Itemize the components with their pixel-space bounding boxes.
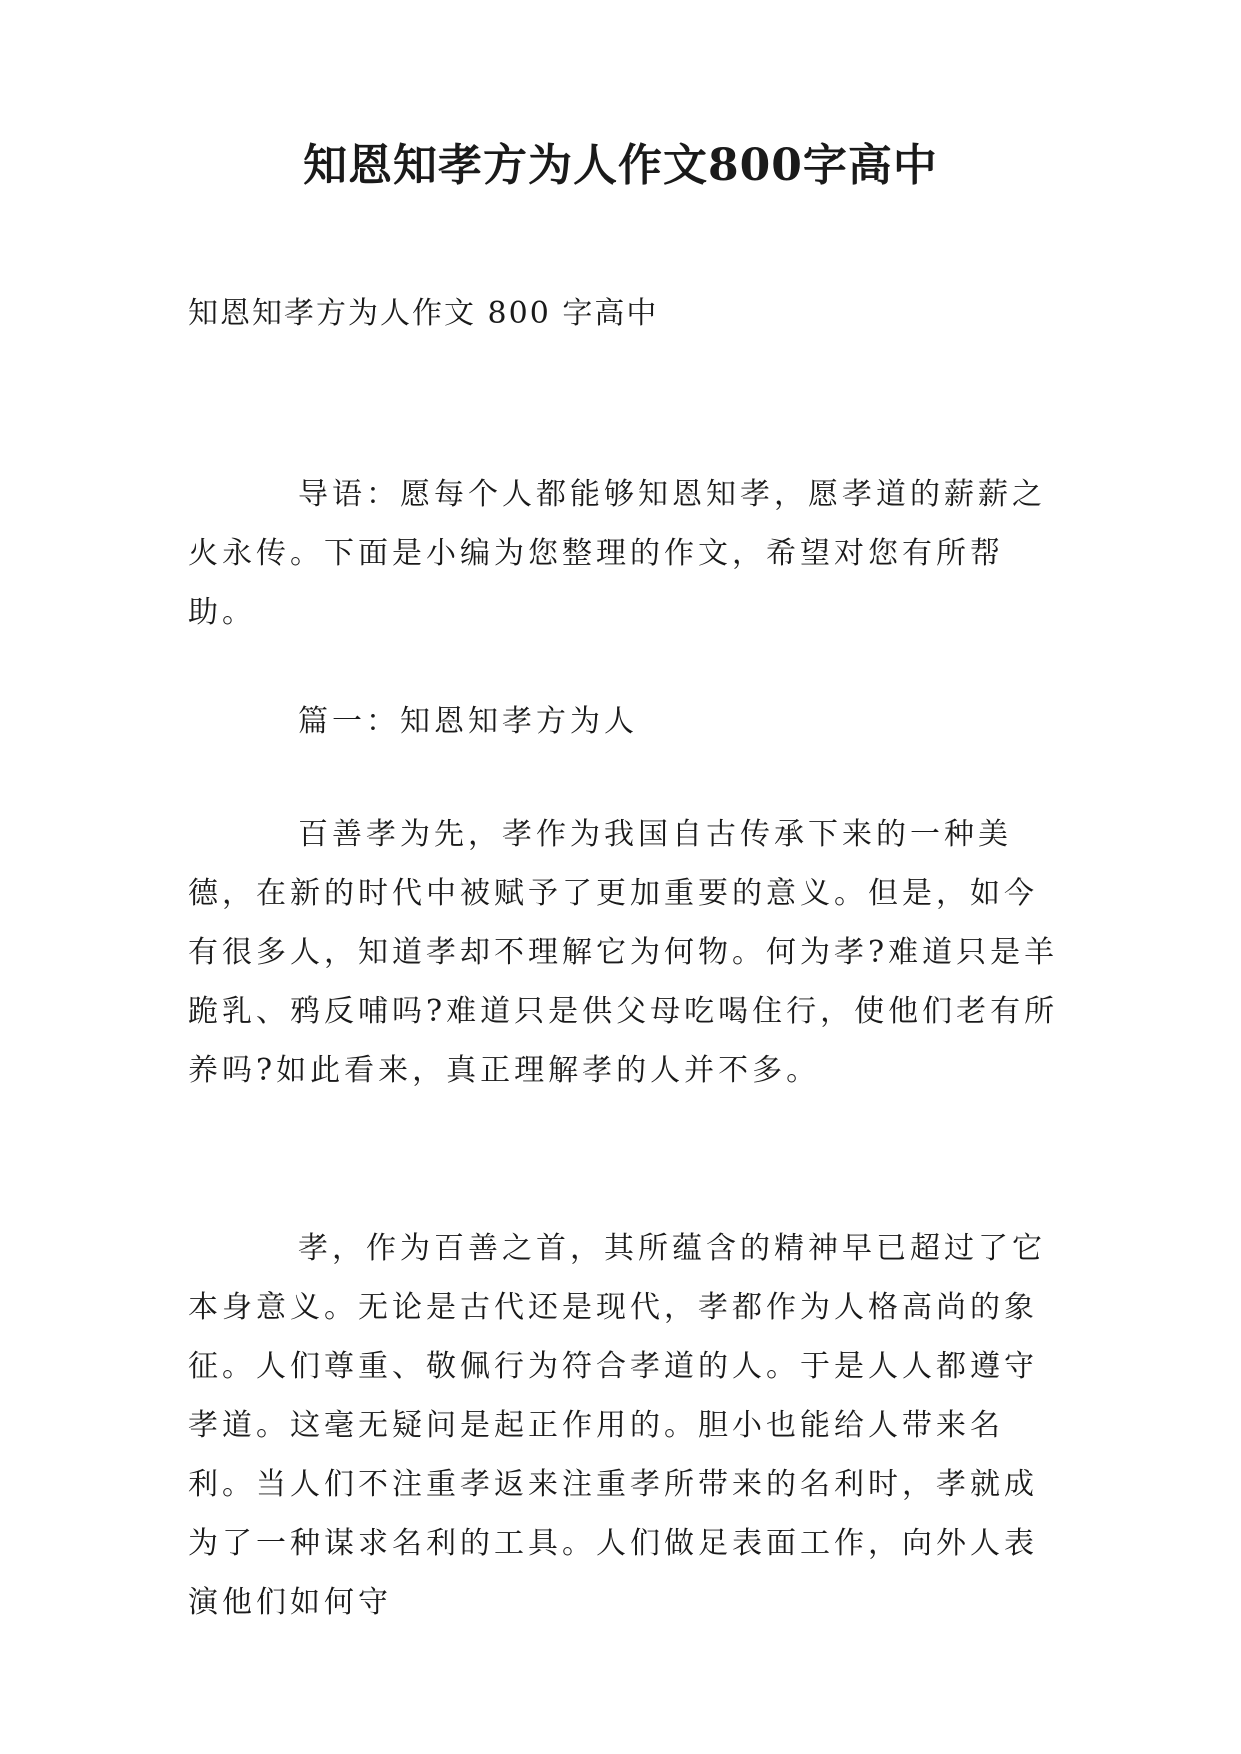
section-heading: 篇一：知恩知孝方为人 bbox=[298, 704, 638, 739]
intro-paragraph: 导语：愿每个人都能够知恩知孝，愿孝道的薪薪之火永传。下面是小编为您整理的作文，希望对您有所帮助。 bbox=[188, 477, 1046, 630]
document-subtitle: 知恩知孝方为人作文 800 字高中 bbox=[188, 296, 659, 331]
document-title: 知恩知孝方为人作文800字高中 bbox=[303, 140, 938, 191]
body-paragraph-1: 百善孝为先，孝作为我国自古传承下来的一种美德，在新的时代中被赋予了更加重要的意义。但是，如今有很多人，知道孝却不理解它为何物。何为孝?难道只是羊跪乳、鸦反哺吗?难道只是供父母吃喝住行，使他们老有所养吗?如此看来，真正理解孝的人并不多。 bbox=[188, 817, 1059, 1088]
body-paragraph-2: 孝，作为百善之首，其所蕴含的精神早已超过了它本身意义。无论是古代还是现代，孝都作为人格高尚的象征。人们尊重、敬佩行为符合孝道的人。于是人人都遵守孝道。这毫无疑问是起正作用的。胆小也能给人带来名利。当人们不注重孝返来注重孝所带来的名利时，孝就成为了一种谋求名利的工具。人们做足表面工作，向外人表演他们如何守 bbox=[188, 1231, 1046, 1620]
